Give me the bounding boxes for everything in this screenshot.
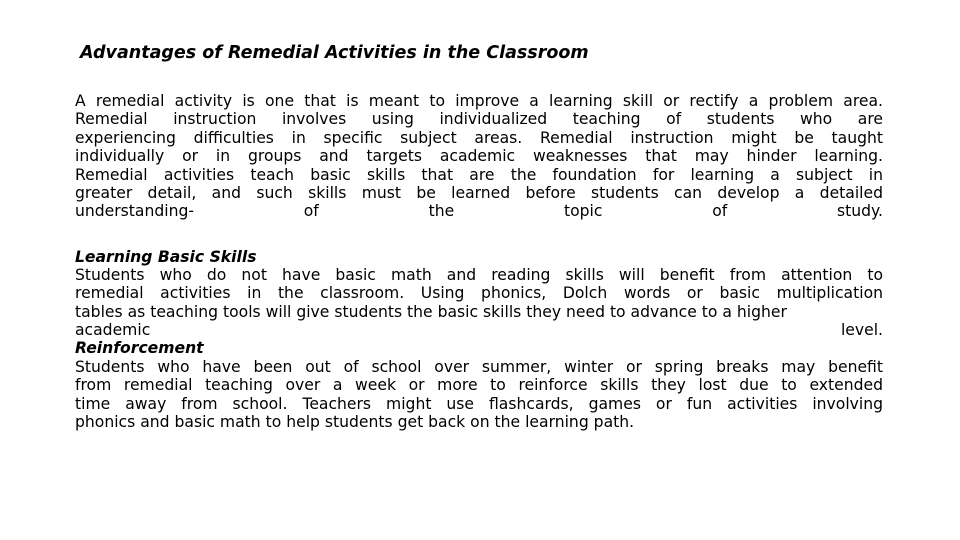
paragraph-line: time away from school. Teachers might use flashcards, games or fun activities involving — [75, 394, 883, 413]
section-heading-reinforcement: Reinforcement — [75, 339, 204, 358]
paragraph-line: A remedial activity is one that is meant to improve a learning skill or rectify a problem area. — [75, 92, 883, 110]
paragraph-line: from remedial teaching over a week or more to reinforce skills they lost due to extended — [75, 376, 883, 395]
slide-title: Advantages of Remedial Activities in the Classroom — [80, 43, 589, 63]
section-heading-basic-skills: Learning Basic Skills — [75, 247, 257, 266]
paragraph-line: Remedial instruction involves using individualized teaching of students who are — [75, 110, 883, 129]
slide-body — [75, 92, 883, 431]
paragraph-line: Remedial activities teach basic skills that are the foundation for learning a subject in — [75, 165, 883, 184]
intro-paragraph — [75, 92, 883, 221]
paragraph-line: academic level. — [75, 321, 883, 340]
reinforcement-paragraph — [75, 358, 883, 432]
paragraph-line: tables as teaching tools will give students the basic skills they need to advance to a higher — [75, 302, 787, 321]
paragraph-line: understanding- of the topic of study. — [75, 202, 883, 221]
paragraph-line: experiencing difficulties in specific subject areas. Remedial instruction might be taught — [75, 128, 883, 147]
basic-skills-paragraph — [75, 266, 883, 340]
paragraph-line: remedial activities in the classroom. Using phonics, Dolch words or basic multiplication — [75, 284, 883, 303]
paragraph-line: Students who do not have basic math and reading skills will benefit from attention to — [75, 265, 883, 284]
paragraph-line: greater detail, and such skills must be learned before students can develop a detailed — [75, 183, 883, 202]
paragraph-line: individually or in groups and targets academic weaknesses that may hinder learning. — [75, 147, 883, 166]
paragraph-line: phonics and basic math to help students get back on the learning path. — [75, 413, 635, 432]
paragraph-line: Students who have been out of school over summer, winter or spring breaks may benefit — [75, 357, 883, 376]
